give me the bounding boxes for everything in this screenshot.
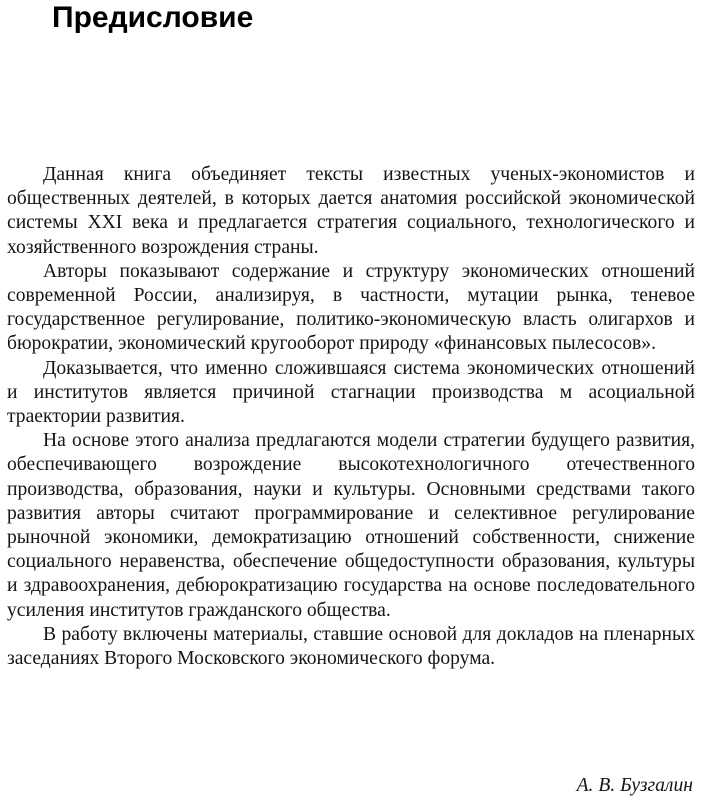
- paragraph-5: В работу включены материалы, ставшие основой для докладов на пленарных заседаниях Второго Московского экономического форума.: [7, 623, 695, 670]
- author-signature: А. В. Бузгалин: [576, 775, 693, 796]
- paragraph-4: На основе этого анализа предлагаются модели стратегии будущего развития, обеспечивающего возрождение высокотехнологичного отечественного производства, образования, науки и культуры. Основными средствами такого развития авторы считают программирование и селективное регулирование рыночной экономики, демократизацию отношений собственности, снижение социального неравенства, обеспечение общедоступности образования, культуры и здравоохранения, дебюрократизацию государства на основе последовательного усиления институтов гражданского общества.: [7, 430, 695, 621]
- paragraph-3: Доказывается, что именно сложившаяся система экономических отношений и институтов является причиной стагнации производства м асоциальной траектории развития.: [7, 357, 695, 428]
- paragraph-2: Авторы показывают содержание и структуру экономических отношений современной России, анализируя, в частности, мутации рынка, теневое государственное регулирование, политико-экономическую власть олигархов и бюрократии, экономический кругооборот природу «финансовых пылесосов».: [7, 260, 695, 355]
- paragraph-1: Данная книга объединяет тексты известных ученых-экономистов и общественных деятелей, в которых дается анатомия российской экономической системы XXI века и предлагается стратегия социального, технологического и хозяйственного возрождения страны.: [7, 164, 695, 258]
- preface-body: [7, 163, 695, 671]
- page-title: Предисловие: [52, 1, 254, 34]
